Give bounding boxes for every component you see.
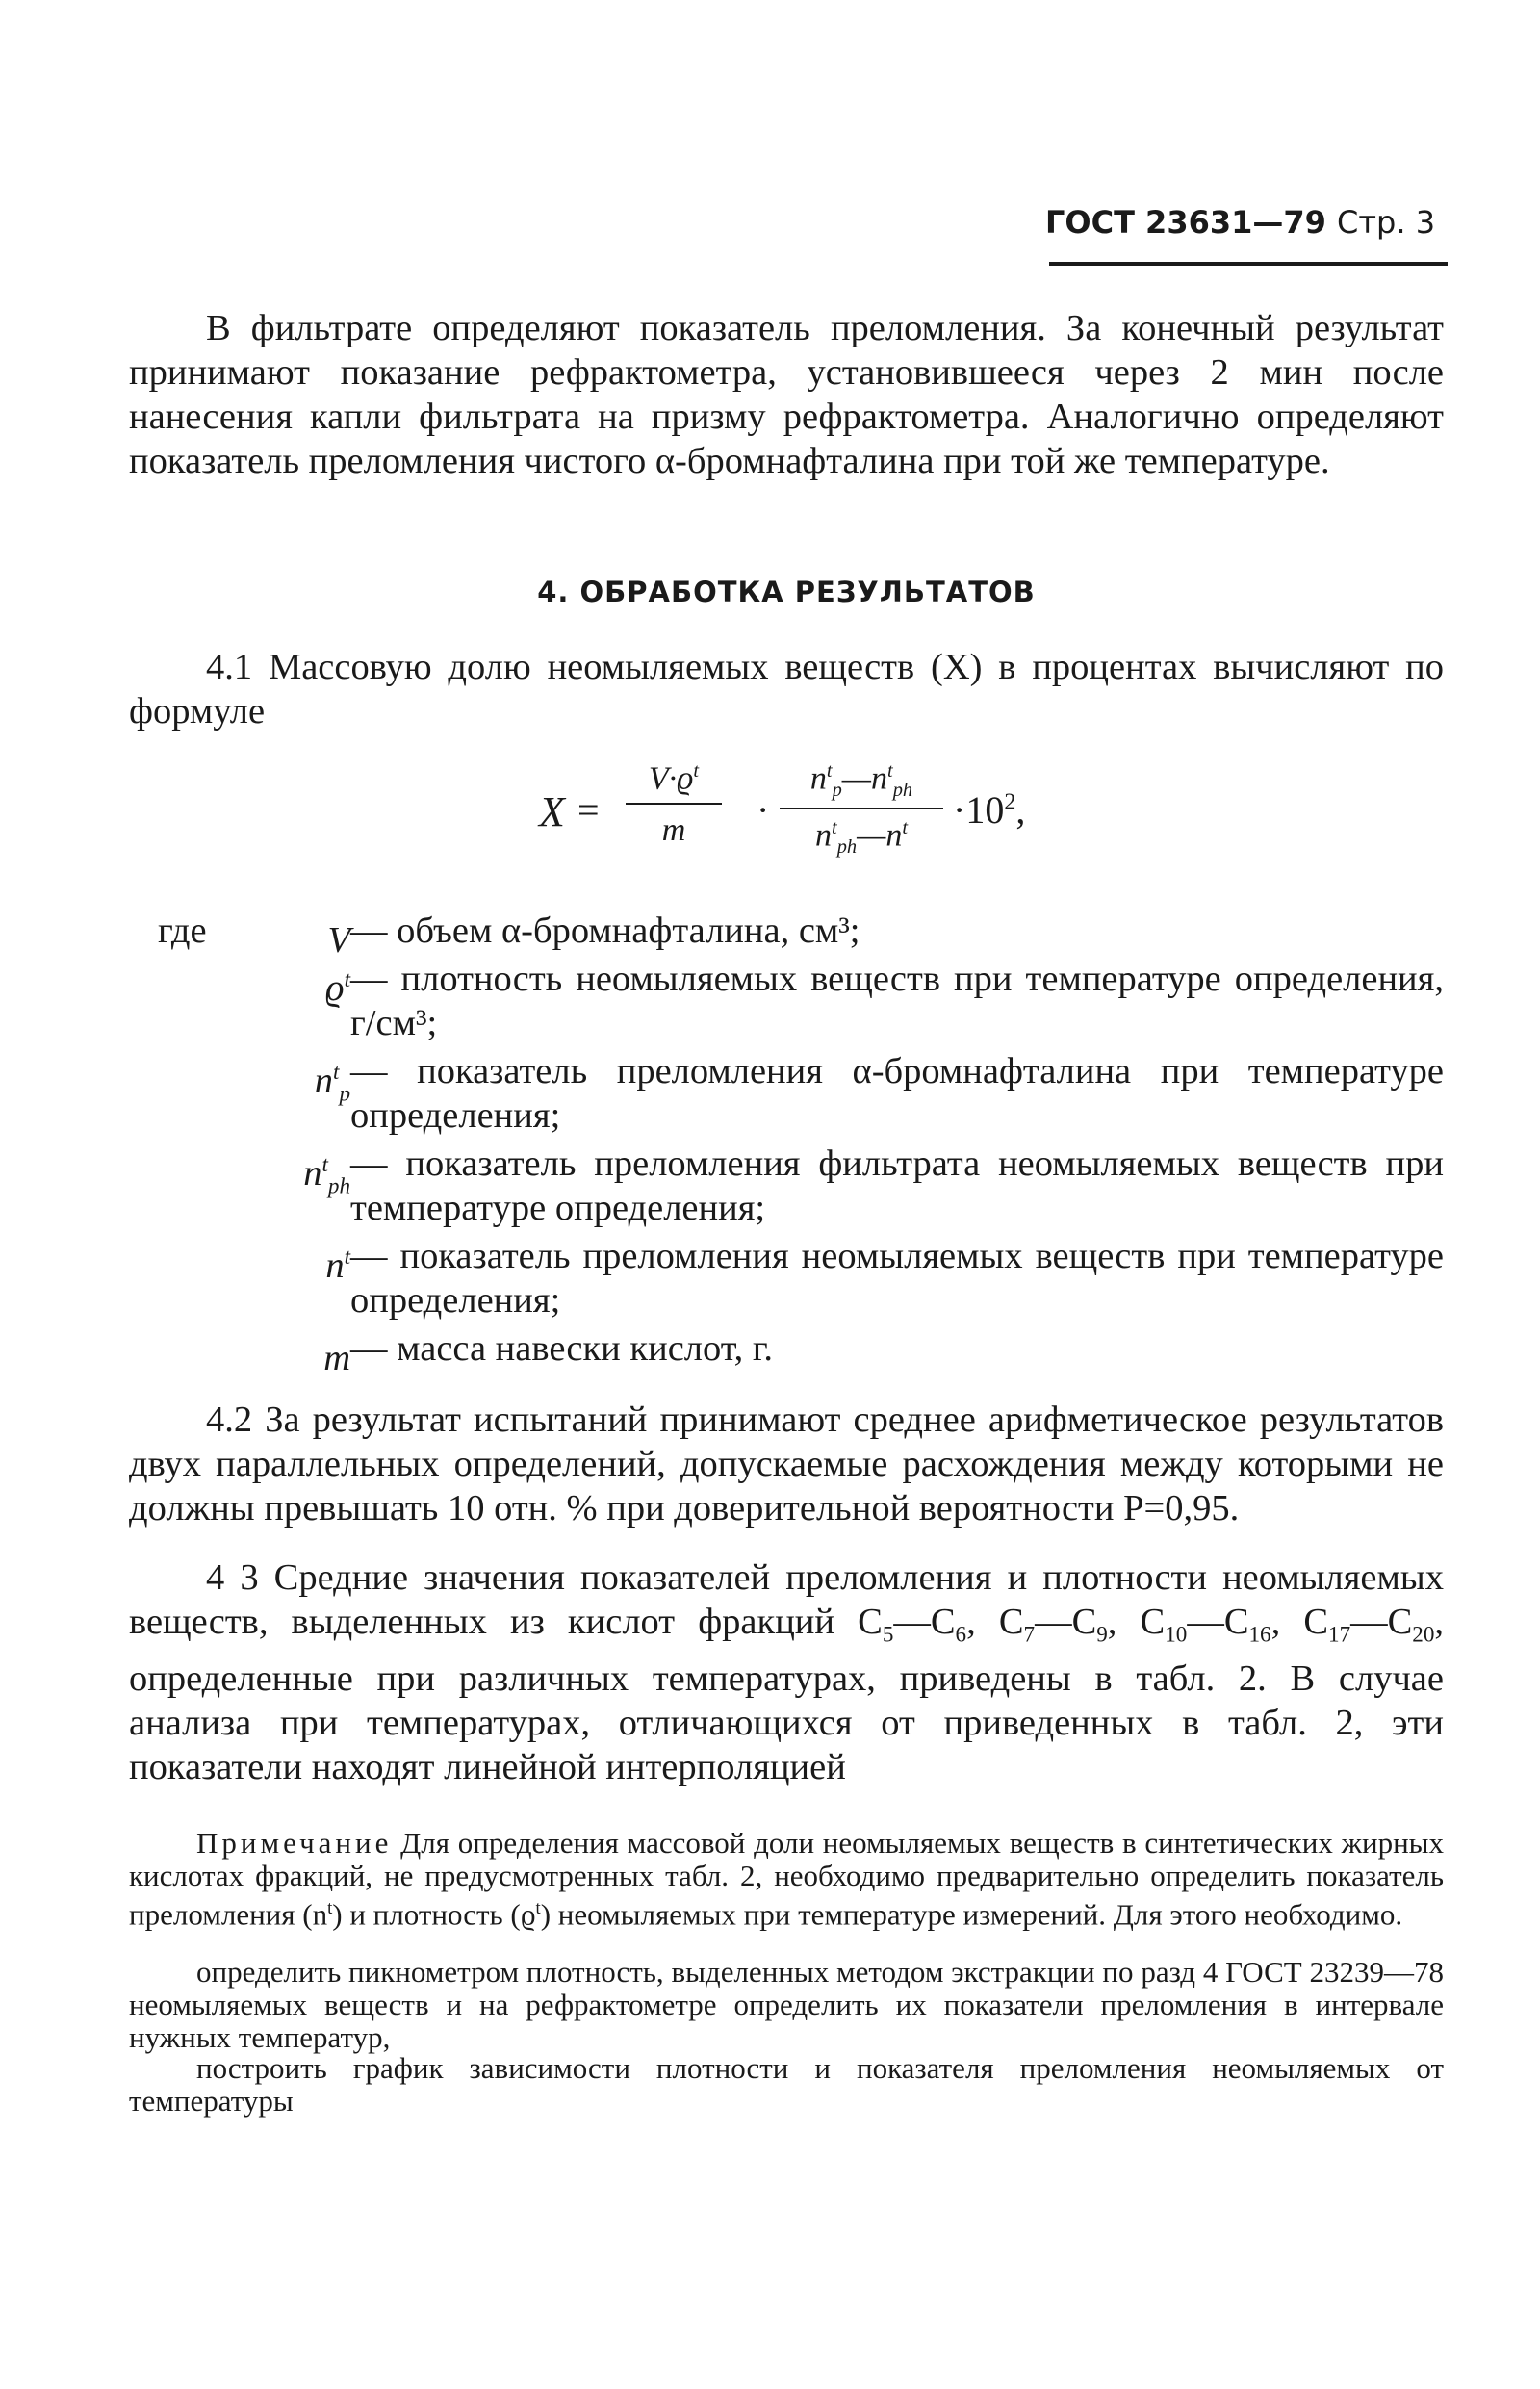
definition-symbol: V	[327, 919, 350, 961]
header-rule	[1049, 262, 1448, 266]
definition-item	[129, 1142, 1444, 1230]
paragraph-4-3: 4 3 Средние значения показателей преломления и плотности неомыляемых веществ, выделенных из кислот фракций $C_5—C_6$, $C_7—C_9$, $C_{10}—C_{16}$, $C_{17}—C_{20}$, определенные при различных температурах, приведены в табл. 2. В случае анализа при температурах, отличающихся от приведенных в табл. 2, эти показатели находят линейной интерполяцией	[129, 1557, 1445, 1787]
fraction-1-bar	[626, 803, 722, 805]
where-label: где	[158, 911, 207, 951]
fraction-2-bar	[780, 808, 943, 809]
note-paragraph-1: Примечание Для определения массовой доли неомыляемых веществ в синтетических жирных кислотах фракций, не предусмотренных табл. 2, необходимо предварительно определить показатель преломления $(n^t)$ и плотность $(ϱ^t)$ неомыляемых при температуре измерений. Для этого необходимо.	[129, 1826, 1444, 1932]
definition-text: — плотность неомыляемых веществ при температуре определения, г/см³;	[350, 959, 1444, 1043]
definition-text: — показатель преломления неомыляемых веществ при температуре определения;	[350, 1236, 1444, 1321]
formula-multiplier: $\cdot 10^2$,	[953, 788, 1026, 832]
definition-text: — масса навески кислот, г.	[350, 1328, 773, 1369]
paragraph-4-2: 4.2 За результат испытаний принимают среднее арифметическое результатов двух параллельных определений, допускаемые расхождения между которыми не должны превышать 10 отн. % при доверительной вероятности P=0,95.	[129, 1400, 1444, 1528]
definition-text: — объем α-бромнафталина, см³;	[350, 911, 860, 951]
definition-symbol: $ϱ^t$	[325, 966, 350, 1009]
note-paragraph-2: определить пикнометром плотность, выделенных методом экстракции по разд 4 ГОСТ 23239—78 неомыляемых веществ и на рефрактометре определить их показатели преломления в интервале нужных температур,	[129, 1955, 1444, 2054]
definition-item	[129, 909, 1444, 961]
definition-item	[129, 1049, 1444, 1138]
paragraph-4-1: 4.1 Массовую долю неомыляемых веществ (X) в процентах вычисляют по формуле	[129, 647, 1444, 732]
fraction-2-numerator: $n^t_p—n^t_{ph}$	[809, 760, 913, 802]
definition-text: — показатель преломления фильтрата неомыляемых веществ при температуре определения;	[350, 1143, 1444, 1228]
definition-text: — показатель преломления α-бромнафталина при температуре определения;	[350, 1051, 1444, 1136]
fraction-1-denominator: m	[661, 812, 686, 849]
definition-item	[129, 957, 1444, 1045]
definition-item	[129, 1326, 1444, 1378]
definition-symbol: $n^t_{ph}$	[303, 1151, 350, 1198]
formula	[539, 749, 1078, 903]
formula-fraction-1	[626, 760, 722, 849]
definition-symbol: m	[323, 1337, 350, 1378]
page-number: Стр. 3	[1337, 204, 1436, 241]
fraction-2-denominator: $n^t_{ph}—n^t$	[815, 817, 908, 859]
formula-dot: ·	[757, 788, 770, 832]
formula-lhs: X	[539, 788, 565, 835]
definition-symbol: $n^t_p$	[314, 1059, 350, 1106]
standard-number: ГОСТ 23631—79	[1045, 204, 1326, 241]
definitions-list	[129, 909, 1444, 1378]
page-header	[1045, 204, 1450, 241]
definition-item	[129, 1234, 1444, 1323]
section-title: 4. ОБРАБОТКА РЕЗУЛЬТАТОВ	[537, 576, 1036, 608]
definition-symbol: $n^t$	[325, 1244, 350, 1286]
note-paragraph-3: построить график зависимости плотности и показателя преломления неомыляемых от температуры	[129, 2051, 1444, 2118]
formula-equals: =	[578, 788, 600, 832]
formula-fraction-2	[780, 760, 943, 859]
note-label: Примечание	[196, 1826, 393, 1860]
intro-paragraph: В фильтрате определяют показатель преломления. За конечный результат принимают показание рефрактометра, установившееся через 2 мин после нанесения капли фильтрата на призму рефрактометра. Аналогично определяют показатель преломления чистого α-бромнафталина при той же температуре.	[129, 308, 1444, 481]
fraction-1-numerator: $V\cdot ϱ^t$	[648, 760, 700, 797]
